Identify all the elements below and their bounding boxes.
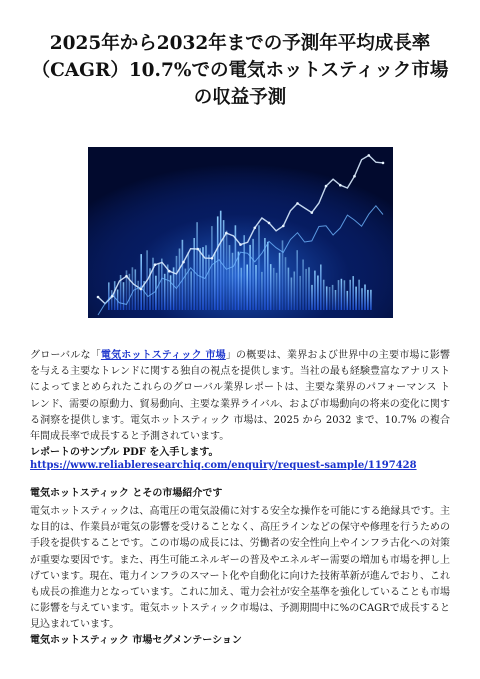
hero-bar xyxy=(355,287,357,310)
hero-dot xyxy=(111,295,114,298)
hero-bar xyxy=(258,225,260,310)
hero-bar xyxy=(176,256,178,310)
hero-bar xyxy=(347,291,349,310)
hero-bar xyxy=(302,260,304,311)
hero-bar xyxy=(317,276,319,311)
hero-bar xyxy=(255,265,257,310)
hero-bar xyxy=(352,276,354,310)
hero-bar xyxy=(308,267,310,310)
hero-bar xyxy=(296,250,298,310)
hero-bar xyxy=(276,273,278,310)
hero-bar xyxy=(238,252,240,310)
hero-bar xyxy=(217,216,219,310)
sample-url-link[interactable]: https://www.reliableresearchiq.com/enquiry/request-sample/1197428 xyxy=(30,460,417,471)
hero-bar xyxy=(288,268,290,310)
hero-dot xyxy=(182,261,185,264)
hero-bar xyxy=(140,254,142,310)
hero-bar xyxy=(111,290,113,310)
hero-dot xyxy=(296,202,299,205)
section-heading-segmentation: 電気ホットスティック 市場セグメンテーション xyxy=(30,635,242,646)
hero-dot xyxy=(282,225,285,228)
hero-bar xyxy=(161,259,163,310)
hero-bar xyxy=(349,280,351,310)
hero-bar xyxy=(132,267,134,310)
hero-bar xyxy=(282,240,284,310)
hero-bar xyxy=(335,290,337,310)
hero-dot xyxy=(97,296,100,299)
sample-label: レポートのサンプル PDF を入手します。 xyxy=(30,447,219,458)
hero-bar xyxy=(370,290,372,310)
hero-bar xyxy=(229,245,231,310)
section-heading-intro: 電気ホットスティック とその市場紹介です xyxy=(30,488,223,499)
hero-dot xyxy=(353,175,356,178)
hero-bar xyxy=(114,281,116,310)
hero-bar xyxy=(332,285,334,310)
hero-dot xyxy=(368,154,371,157)
hero-bar xyxy=(344,280,346,310)
hero-bar xyxy=(270,264,272,310)
hero-bar xyxy=(182,240,184,310)
hero-dot xyxy=(382,162,385,165)
intro-paragraph xyxy=(30,348,450,445)
hero-dot xyxy=(140,288,143,291)
hero-bar xyxy=(246,265,248,311)
market-link[interactable]: 電気ホットスティック 市場 xyxy=(100,350,226,361)
hero-bar xyxy=(123,282,125,310)
hero-bar xyxy=(226,231,228,310)
hero-bar xyxy=(361,288,363,310)
hero-dot xyxy=(197,248,200,251)
sample-paragraph xyxy=(30,446,450,472)
hero-bar xyxy=(329,287,331,310)
hero-bar xyxy=(137,281,139,310)
hero-bar xyxy=(267,242,269,310)
hero-bar xyxy=(170,275,172,310)
hero-bar xyxy=(341,279,343,310)
hero-dot xyxy=(254,227,257,230)
intro-text: 」の概要は、業界および世界中の主要市場に影響を与える主要なトレンドに関する独自の視点を提供します。当社の最も経験豊富なアナリストによってまとめられたこれらのグローバル業界レポートは、主要な業界のパフォーマンス トレンド、需要の原動力、貿易動向、主要な業界ライバル、および市場動向の将来の変化に関する洞察を提供します。電気ホットスティック 市場は、2025 から 2032 まで、10.7% の複合年間成長率で成長すると予測されています。 xyxy=(30,350,450,443)
hero-dot xyxy=(339,184,342,187)
hero-bar xyxy=(285,257,287,310)
hero-bar xyxy=(291,278,293,311)
hero-dot xyxy=(154,263,157,266)
hero-bar xyxy=(190,271,192,310)
hero-bar xyxy=(208,255,210,310)
hero-bar xyxy=(211,226,213,310)
hero-bar xyxy=(279,253,281,310)
hero-bar xyxy=(199,248,201,310)
hero-dot xyxy=(239,243,242,246)
hero-bar xyxy=(367,290,369,310)
hero-dot xyxy=(268,222,271,225)
hero-image xyxy=(88,147,393,318)
hero-bar xyxy=(179,249,181,311)
hero-bar xyxy=(320,265,322,311)
hero-bar xyxy=(294,272,296,311)
hero-bar xyxy=(158,264,160,310)
hero-bar xyxy=(249,245,251,310)
hero-bar xyxy=(311,285,313,310)
hero-dot xyxy=(211,257,214,260)
hero-bar xyxy=(152,258,154,310)
hero-bar xyxy=(314,271,316,310)
hero-bar xyxy=(196,222,198,310)
hero-bar xyxy=(241,268,243,310)
hero-bar xyxy=(108,282,110,310)
hero-bar xyxy=(188,252,190,310)
page-title: 2025年から2032年までの予測年平均成長率（CAGR）10.7%での電気ホットスティック市場の収益予測 xyxy=(31,33,449,108)
hero-bar xyxy=(155,276,157,310)
hero-bar xyxy=(243,235,245,310)
hero-bar xyxy=(305,269,307,310)
hero-bar xyxy=(252,239,254,310)
section-intro-body: 電気ホットスティックは、高電圧の電気設備に対する安全な操作を可能にする絶縁具です。主な目的は、作業員が電気の影響を受けることなく、高圧ラインなどの保守や修理を行うための手段を提供することです。この市場の成長には、労働者の安全性向上やインフラ古化への対策が重要な要因です。また、再生可能エネルギーの普及やエネルギー需要の増加も市場を押し上げています。現在、電力インフラのスマート化や自動化に向けた技術革新が進んでおり、これも成長の推進力となっています。これに加え、電力会社が安全基準を強化していることも市場に影響を与えています。電気ホットスティック市場は、予測期間中に%のCAGRで成長すると見込まれています。 xyxy=(30,506,450,631)
hero-dot xyxy=(311,211,314,214)
hero-bar xyxy=(358,280,360,310)
hero-bar xyxy=(299,276,301,310)
hero-bar xyxy=(364,285,366,311)
hero-bar xyxy=(261,272,263,310)
hero-bar xyxy=(214,252,216,310)
hero-bar xyxy=(323,280,325,310)
hero-dot xyxy=(325,185,328,188)
hero-dot xyxy=(225,232,228,235)
intro-prefix: グローバルな「 xyxy=(30,350,101,361)
hero-dot xyxy=(168,270,171,273)
hero-bar xyxy=(273,268,275,310)
hero-dot xyxy=(125,275,128,278)
hero-bar xyxy=(338,280,340,310)
hero-bar xyxy=(326,286,328,310)
hero-bar xyxy=(232,253,234,310)
